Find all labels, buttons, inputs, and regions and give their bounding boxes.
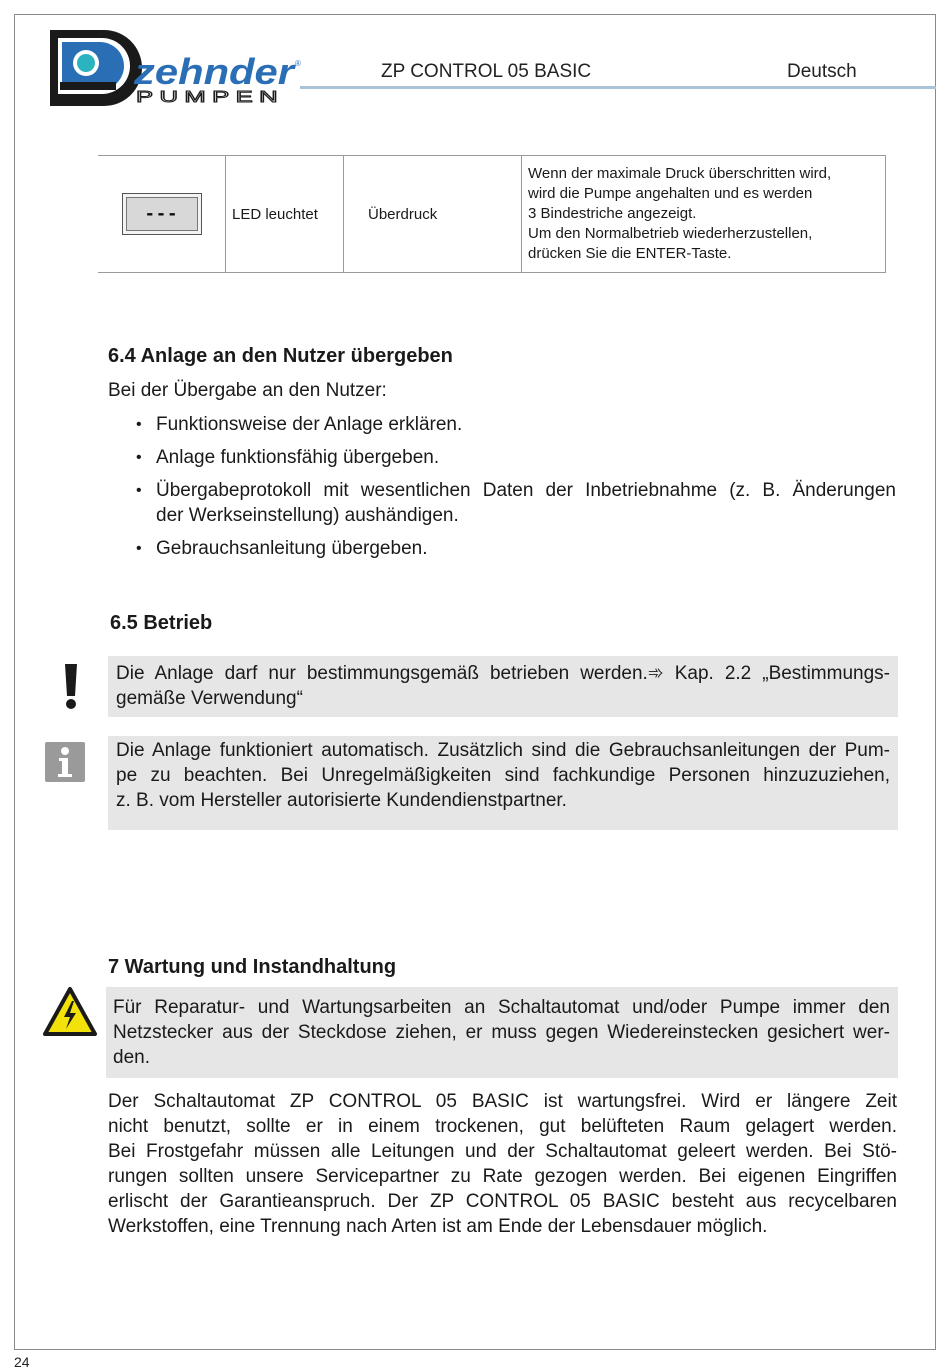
list-item-line: • Übergabeprotokoll mit wesentlichen Daten der Inbetriebnahme (z. B. Änderungen <box>156 480 896 501</box>
list-item-line: der Werkseinstellung) aushändigen. <box>156 505 459 526</box>
text-line: Bei Frostgefahr müssen alle Leitungen und der Schaltautomat geleert werden. Bei Stö- <box>108 1141 897 1162</box>
page-number: 24 <box>14 1354 30 1370</box>
text-line: Der Schaltautomat ZP CONTROL 05 BASIC ist wartungsfrei. Wird er längere Zeit <box>108 1091 897 1112</box>
document-title: ZP CONTROL 05 BASIC <box>381 61 592 82</box>
note-line: z. B. vom Hersteller autorisierte Kundendienstpartner. <box>116 790 567 811</box>
document-language: Deutsch <box>787 61 857 82</box>
description-line: Um den Normalbetrieb wiederherzustellen, <box>528 225 813 242</box>
status-table <box>98 155 886 273</box>
display-panel <box>122 193 202 235</box>
description-line: 3 Bindestriche angezeigt. <box>528 205 697 222</box>
list-item <box>136 478 896 528</box>
warning-note <box>106 987 898 1078</box>
note-line: den. <box>113 1047 150 1068</box>
brand-name: zehnder <box>132 51 297 92</box>
list-item: • Funktionsweise der Anlage erklären. <box>136 412 896 437</box>
caution-note <box>108 656 898 717</box>
table-row <box>98 156 886 273</box>
text-line: erlischt der Garantieanspruch. Der ZP CONTROL 05 BASIC besteht aus recycelbaren <box>108 1191 897 1212</box>
description-line: Wenn der maximale Druck überschritten wird, <box>528 165 832 182</box>
description-cell <box>522 156 886 273</box>
fault-cell: Überdruck <box>344 156 522 273</box>
text-line: rungen sollten unsere Servicepartner zu Rate gezogen werden. Bei eigenen Eingriffen <box>108 1166 897 1187</box>
led-cell: LED leuchtet <box>226 156 344 273</box>
exclamation-icon <box>56 662 86 710</box>
note-line: Für Reparatur- und Wartungsarbeiten an Schaltautomat und/oder Pumpe immer den <box>113 997 890 1018</box>
note-line: pe zu beachten. Bei Unregelmäßigkeiten sind fachkundige Personen hinzuzuziehen, <box>116 765 890 786</box>
display-readout: --- <box>126 197 198 231</box>
list-item: • Anlage funktionsfähig übergeben. <box>136 445 896 470</box>
section-heading-6-4: 6.4 Anlage an den Nutzer übergeben <box>108 345 453 367</box>
header-rule <box>300 86 936 89</box>
description-line: drücken Sie die ENTER-Taste. <box>528 245 732 262</box>
text-line: nicht benutzt, sollte er in einem trockenen, gut belüfteten Raum gelagert werden. <box>108 1116 897 1137</box>
info-note <box>108 736 898 830</box>
handover-list <box>136 412 896 569</box>
zehnder-logo <box>46 26 306 106</box>
note-line: Die Anlage darf nur bestimmungsgemäß betrieben werden.➾ Kap. 2.2 „Bestimmungs- <box>116 663 890 684</box>
display-cell <box>98 156 226 273</box>
note-line: Netzstecker aus der Steckdose ziehen, er muss gegen Wiedereinstecken gesichert wer- <box>113 1022 890 1043</box>
note-line: gemäße Verwendung“ <box>116 688 303 709</box>
maintenance-text <box>108 1089 897 1239</box>
note-line: Die Anlage funktioniert automatisch. Zusätzlich sind die Gebrauchsanleitungen der Pum- <box>116 740 890 761</box>
section-heading-6-5: 6.5 Betrieb <box>110 612 213 634</box>
high-voltage-warning-icon <box>42 986 98 1038</box>
list-item: • Gebrauchsanleitung übergeben. <box>136 536 896 561</box>
section-intro: Bei der Übergabe an den Nutzer: <box>108 380 387 401</box>
section-heading-7: 7 Wartung und Instandhaltung <box>108 956 397 978</box>
brand-sub: PUMPEN <box>136 89 284 106</box>
info-icon <box>45 742 85 782</box>
text-line: Werkstoffen, eine Trennung nach Arten ist am Ende der Lebensdauer möglich. <box>108 1216 768 1237</box>
svg-text:®: ® <box>295 59 301 68</box>
description-line: wird die Pumpe angehalten und es werden <box>528 185 813 202</box>
